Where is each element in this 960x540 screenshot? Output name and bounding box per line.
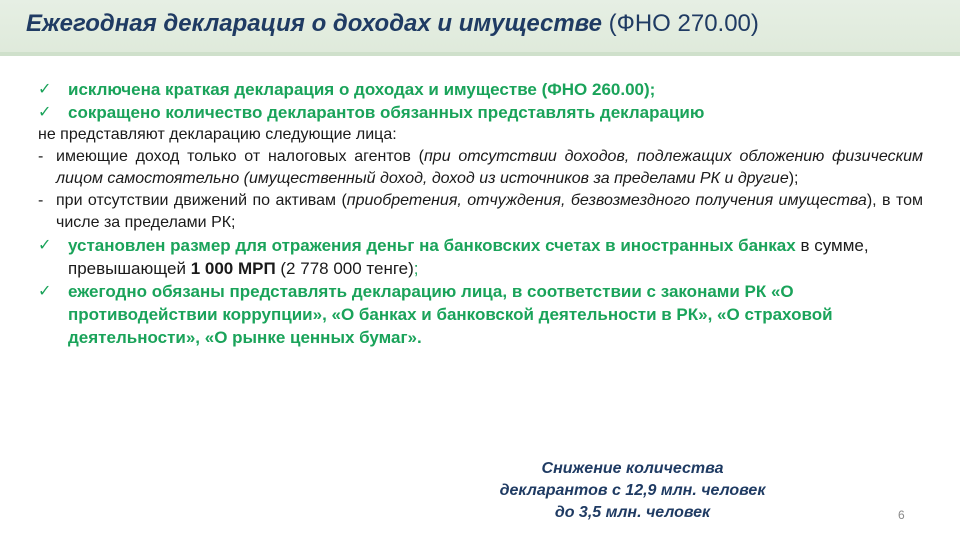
- dash-item-2: [38, 190, 923, 234]
- dash-bullet: -: [38, 148, 44, 165]
- check-item-3-amount: 1 000 МРП: [190, 259, 276, 278]
- check-item-3-green: установлен размер для отражения деньг на банковских счетах в иностранных банках: [68, 236, 796, 255]
- checkmark-icon: ✓: [38, 81, 52, 98]
- slide-title: [26, 10, 759, 38]
- note-line-3: до 3,5 млн. человек: [554, 504, 711, 521]
- declarants-reduction-note: [460, 458, 805, 524]
- dash-item-1-text-b: );: [788, 170, 799, 187]
- check-item-1: [38, 78, 923, 101]
- page-number: 6: [898, 508, 905, 522]
- check-item-2-text: сокращено количество декларантов обязанных представлять декларацию: [68, 103, 705, 122]
- dash-item-2-text-b: ), в том числе за пределами РК;: [56, 192, 924, 231]
- note-line-2: декларантов с 12,9 млн. человек: [499, 482, 766, 499]
- checkmark-icon: ✓: [38, 104, 52, 121]
- dash-item-1-italic: при отсутствии доходов, подлежащих обложению физическим лицом самостоятельно (имущественный доход, доход из источников за пределами РК и другие: [56, 148, 924, 187]
- dash-item-2-text-a: при отсутствии движений по активам (: [56, 192, 347, 209]
- check-item-3-normal-2: (2 778 000 тенге): [275, 259, 414, 278]
- checkmark-icon: ✓: [38, 283, 52, 300]
- check-item-4-text: ежегодно обязаны представлять декларацию лица, в соответствии с законами РК «О противодействии коррупции», «О банках и банковской деятельности в РК», «О страховой деятельности», «О рынке ценных бумаг».: [68, 282, 833, 347]
- dash-item-1-text-a: имеющие доход только от налоговых агентов (: [56, 148, 424, 165]
- check-item-4: [38, 280, 923, 349]
- check-item-2: [38, 101, 923, 124]
- note-line-1: Снижение количества: [541, 460, 724, 477]
- title-main: Ежегодная декларация о доходах и имуществе: [26, 10, 602, 37]
- dash-item-2-italic: приобретения, отчуждения, безвозмездного получения имущества: [346, 192, 867, 209]
- title-form-code: (ФНО 270.00): [601, 10, 759, 37]
- dash-bullet: -: [38, 192, 44, 209]
- dash-item-1: [38, 146, 923, 190]
- check-item-3-normal-1: в сумме, превышающей: [68, 236, 869, 278]
- checkmark-icon: ✓: [38, 237, 52, 254]
- check-item-3: [38, 234, 923, 280]
- plain-paragraph: не представляют декларацию следующие лица:: [38, 126, 397, 143]
- slide-content: [38, 78, 923, 349]
- check-item-3-semicolon: ;: [413, 259, 419, 278]
- check-item-1-text: исключена краткая декларация о доходах и имуществе (ФНО 260.00);: [68, 80, 656, 99]
